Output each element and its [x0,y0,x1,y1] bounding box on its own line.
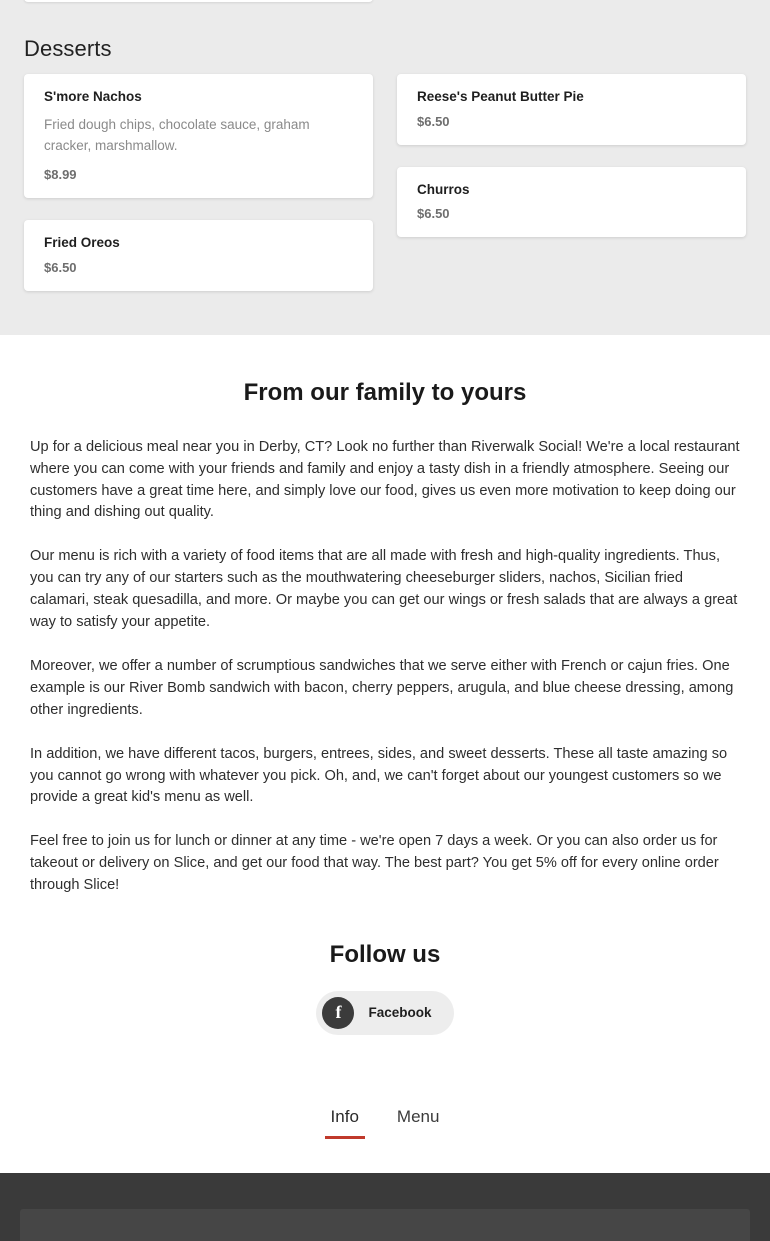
menu-item-name: S'more Nachos [44,89,142,104]
footer-panel [20,1209,750,1241]
menu-item-card[interactable] [397,74,746,145]
menu-section-title: Desserts [24,36,112,61]
menu-item-name: Fried Oreos [44,235,120,251]
follow-us-heading: Follow us [329,940,441,968]
menu-items-grid [0,74,770,313]
facebook-icon: f [322,997,354,1029]
menu-column-right [397,74,746,313]
facebook-link[interactable] [316,991,453,1035]
social-links-row [0,991,770,1035]
follow-us-section [0,919,770,1035]
menu-section [0,0,770,335]
menu-item-card[interactable] [24,74,373,198]
menu-item-price: $6.50 [44,259,77,275]
about-paragraph: Feel free to join us for lunch or dinner at any time - we're open 7 days a week. Or you can also order us for takeout or delivery on Slice, and get our food that way. The best part? You get 5% off for every online order through Slice! [30,833,719,894]
about-section [0,335,770,897]
about-paragraph: Up for a delicious meal near you in Derby, CT? Look no further than Riverwalk Social! We're a local restaurant where you can come with your friends and family and enjoy a tasty dish in a friendly atmosphere. Seeing our customers have a great time here, and simply love our food, gives us even more motivation to keep doing our thing and dishing out quality. [30,438,740,521]
tab-info[interactable]: Info [325,1107,365,1139]
previous-menu-card-partial [24,0,373,2]
about-heading: From our family to yours [243,378,527,406]
menu-item-name: Reese's Peanut Butter Pie [417,89,584,104]
about-paragraph: Our menu is rich with a variety of food items that are all made with fresh and high-quality ingredients. Thus, you can try any of our starters such as the mouthwatering cheeseburger sliders, nachos, Sicilian fried calamari, steak quesadilla, and more. Or maybe you can get our wings or fresh salads that are always a great way to satisfy your appetite. [30,548,738,631]
menu-item-price: $6.50 [417,206,450,222]
menu-column-left [24,74,373,313]
menu-item-name: Churros [417,181,470,197]
tab-menu[interactable]: Menu [396,1106,440,1126]
bottom-tab-bar [0,1035,770,1139]
about-paragraph: In addition, we have different tacos, burgers, entrees, sides, and sweet desserts. These all taste amazing so you cannot go wrong with whatever you pick. Oh, and, we can't forget about our youngest customers so we provide a great kid's menu as well. [30,745,728,806]
menu-item-price: $6.50 [417,113,450,129]
facebook-link-label: Facebook [368,1005,432,1021]
menu-item-card[interactable] [24,220,373,291]
menu-item-description: Fried dough chips, chocolate sauce, graham cracker, marshmallow. [44,116,310,154]
about-paragraph: Moreover, we offer a number of scrumptious sandwiches that we serve either with French or cajun fries. One example is our River Bomb sandwich with bacon, cherry peppers, arugula, and blue cheese dressing, among other ingredients. [30,657,734,718]
menu-item-card[interactable] [397,167,746,238]
menu-item-price: $8.99 [44,167,77,183]
